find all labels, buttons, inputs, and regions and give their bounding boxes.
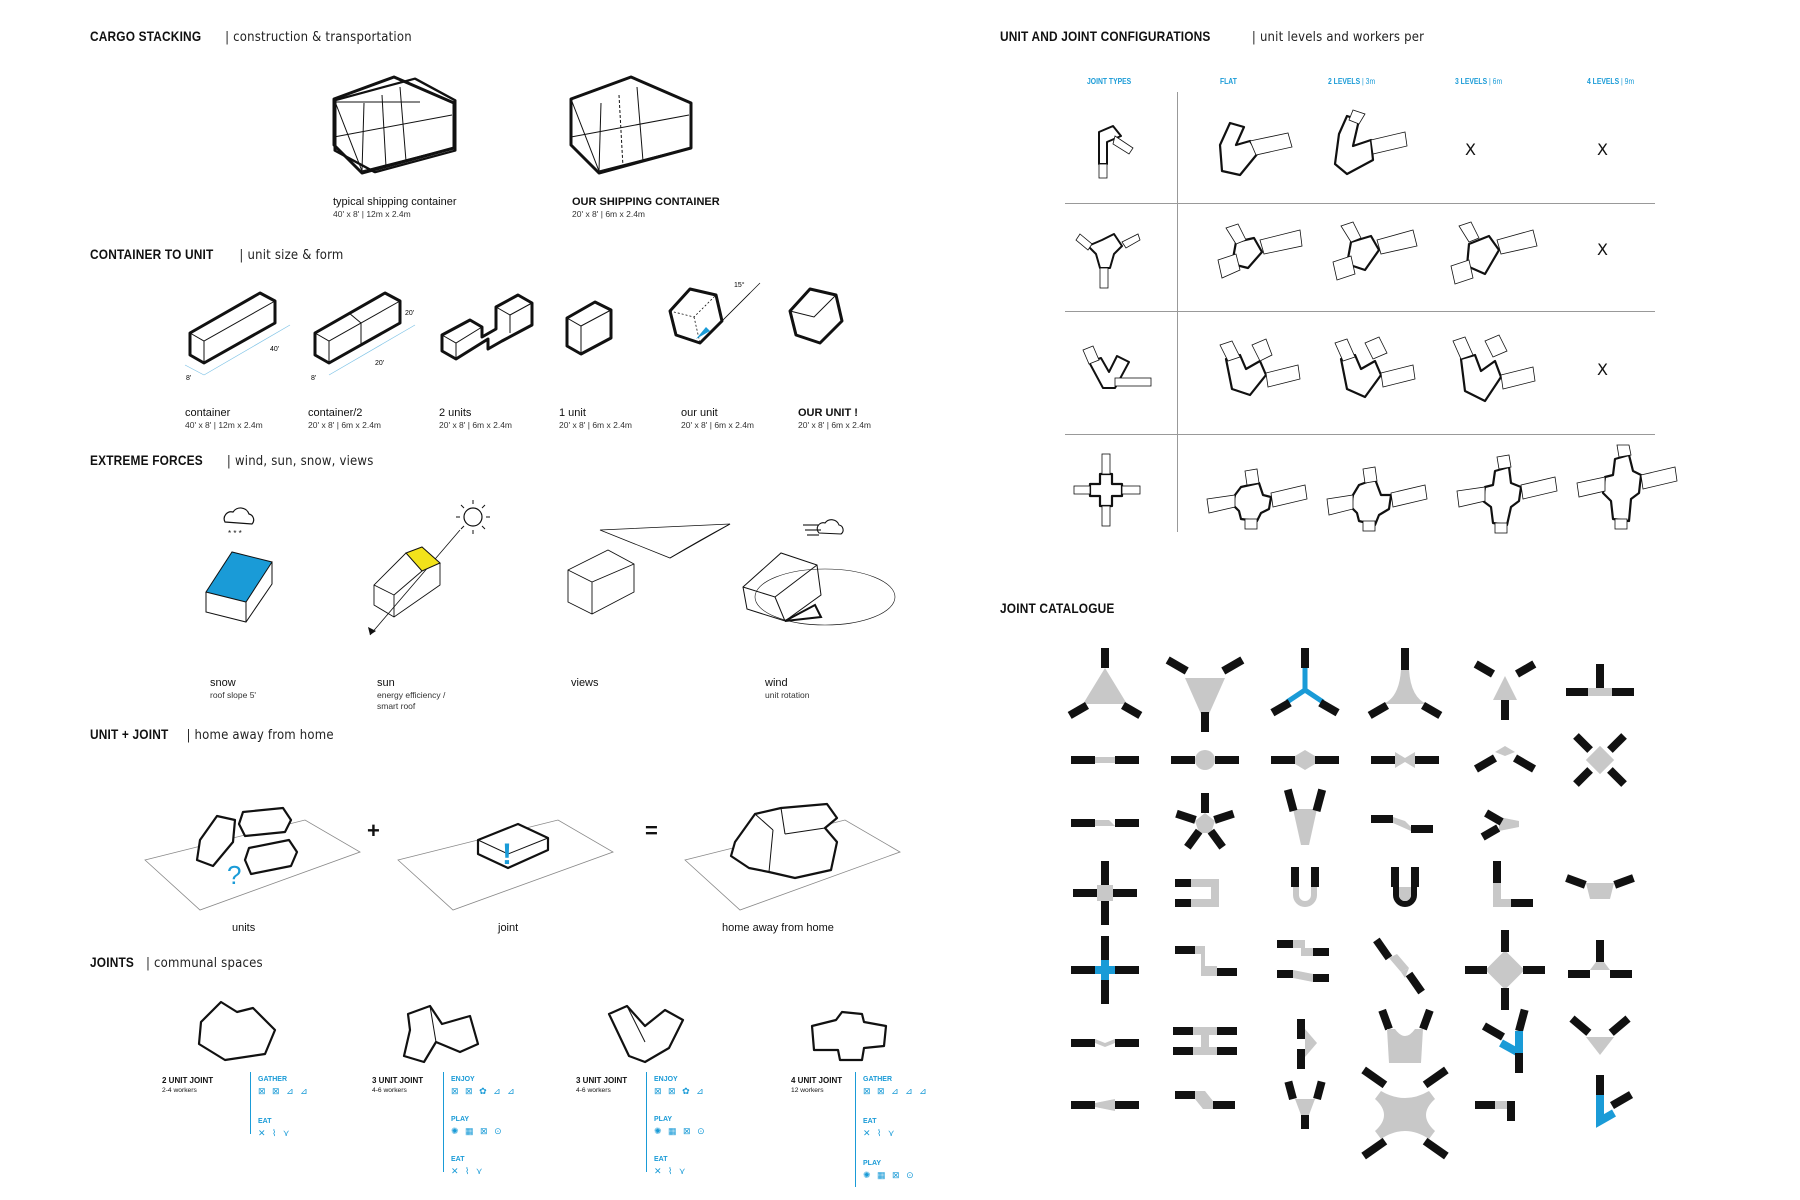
cat-r6c1 [1071,1039,1139,1047]
config-y-2lv [1325,220,1425,300]
unit-joint-title [90,726,334,743]
cat-r1c6 [1566,664,1634,696]
cat-r3c1 [1071,819,1139,827]
cat-r1c2 [1166,657,1245,732]
config-header-2-label: 2 LEVELS [1328,77,1361,86]
config-subtitle: | unit levels and workers per [1251,30,1425,45]
cat-r4c4 [1391,867,1419,907]
config-plus-4lv [1575,445,1685,535]
joint-info-3-act-2: PLAY [863,1160,882,1167]
config-header-0-label: JOINT TYPES [1087,77,1132,86]
config-jt-plus [1070,450,1150,530]
cat-r2c1 [1071,756,1139,764]
question-mark: ? [227,860,242,890]
unit-caption-5 [798,407,871,431]
unit-caption-1-dims: 20' x 8' | 6m x 2.4m [308,420,382,430]
catalogue-title [1000,600,1135,617]
unit-caption-4 [681,407,754,431]
joint-shape-4 [810,1010,900,1070]
joint-info-3-rule [855,1072,856,1187]
config-jt-v [1075,340,1165,410]
cat-r5c2 [1175,946,1237,976]
cat-r3c4 [1371,815,1433,833]
config-header-2-extra: | 3m [1362,77,1376,86]
joint-info-0-name [162,1076,213,1096]
views-drawing [560,510,750,620]
unit-caption-0 [185,407,263,431]
joint-info-1-icons-2: ✕ ⌇ ⋎ [451,1166,485,1176]
joint-info-0-act-0: GATHER [258,1076,288,1083]
joint-shape-2 [195,1000,285,1070]
joint-info-3-icons-2: ✺ ▦ ⊠ ⊙ [863,1170,916,1180]
force-caption-0-note: roof slope 5' [210,690,257,700]
joint-info-1-title: 3 UNIT JOINT [372,1076,424,1085]
cat-r7c4 [1361,1067,1448,1160]
joint-info-2-rule [646,1072,647,1172]
container-unit-subtitle: | unit size & form [239,248,344,263]
cat-r2c6 [1573,733,1627,787]
force-caption-3 [765,677,809,701]
cat-r3c3 [1284,789,1326,845]
config-header-3-label: 3 LEVELS [1455,77,1488,86]
config-header-1-label: FLAT [1220,77,1237,86]
container-unit-title [90,246,344,263]
svg-text:* * *: * * * [228,529,242,538]
cat-r6c6 [1569,1016,1630,1055]
config-header-2 [1328,77,1375,86]
config-header-4-extra: | 9m [1621,77,1635,86]
wind-cloud-icon [803,520,843,535]
cat-r5c4 [1373,938,1425,995]
uj-caption-2: home away from home [722,922,834,934]
cat-r2c3 [1271,750,1339,770]
unit-caption-3-dims: 20' x 8' | 6m x 2.4m [559,420,633,430]
dim-20-label-a: 20' [405,310,415,317]
force-caption-3-note: unit rotation [765,690,810,700]
unit-caption-4-label: our unit [681,407,718,419]
snow-drawing [200,500,290,630]
joint-info-3-title: 4 UNIT JOINT [791,1076,843,1085]
cat-r6c3 [1297,1019,1317,1069]
joint-plane-drawing [398,780,618,910]
cargo-title [90,28,412,45]
force-caption-0 [210,677,256,701]
force-caption-1 [377,677,445,712]
joint-info-1-act-0: ENJOY [451,1076,475,1083]
joint-shape-3b [605,1002,695,1072]
exclaim-mark: ! [502,838,512,871]
config-y-3lv [1445,220,1545,300]
cat-r7c3 [1284,1081,1325,1129]
config-v-2lv [1325,335,1425,415]
unit-joint-subtitle: | home away from home [186,728,334,743]
joint-info-1-icons-0: ⊠ ⊠ ✿ ⊿ ⊿ [451,1086,517,1096]
unit-caption-1 [308,407,381,431]
joint-info-3-act-0: GATHER [863,1076,893,1083]
joint-info-0-icons-1: ✕ ⌇ ⋎ [258,1128,292,1138]
config-x-1-4: X [1597,140,1608,159]
uj-caption-1: joint [498,922,519,934]
config-jt-l [1085,120,1155,190]
unit-caption-4-dims: 20' x 8' | 6m x 2.4m [681,420,755,430]
dim-15-label: 15° [734,282,745,289]
joint-info-1-act-2: EAT [451,1156,465,1163]
config-y-flat [1210,220,1310,300]
sun-drawing [360,495,510,645]
force-caption-0-label: snow [210,677,236,689]
unit-caption-3-label: 1 unit [559,407,586,419]
joint-info-0-act-1: EAT [258,1118,272,1125]
snow-cloud-icon [224,508,253,538]
force-caption-2 [571,677,599,690]
cat-r2c4 [1371,752,1439,768]
dim-8-label-b: 8' [311,375,317,382]
joint-info-1-name [372,1076,423,1096]
config-v-3lv [1445,335,1545,415]
joint-info-1-rule [443,1072,444,1172]
config-plus-2lv [1325,465,1435,535]
cargo-title-text: CARGO STACKING [90,28,202,44]
unit-caption-1-label: container/2 [308,407,363,419]
home-plane-drawing [685,770,905,910]
dim-8-label-a: 8' [186,375,192,382]
config-l-2lv [1325,110,1415,180]
joints-title-text: JOINTS [90,954,135,970]
config-x-3-4: X [1597,360,1608,379]
cat-r6c4 [1378,1009,1433,1063]
force-caption-1-note: energy efficiency / [377,690,446,700]
config-title-text: UNIT AND JOINT CONFIGURATIONS [1000,28,1211,44]
dim-40-label: 40' [270,346,280,353]
joint-info-2-act-1: PLAY [654,1116,673,1123]
joint-info-2-name [576,1076,627,1096]
joint-info-0-icons-0: ⊠ ⊠ ⊿ ⊿ [258,1086,310,1096]
joint-info-2-act-0: ENJOY [654,1076,678,1083]
cat-r1c3 [1270,648,1339,716]
cat-r6c5 [1482,1009,1529,1073]
cat-r7c2 [1175,1091,1235,1109]
joint-shape-3a [400,1002,490,1072]
config-header-0 [1087,77,1131,86]
cat-r4c3 [1291,867,1319,907]
cat-r4c1 [1073,861,1137,925]
joint-info-3-icons-1: ✕ ⌇ ⋎ [863,1128,897,1138]
joint-info-2-act-2: EAT [654,1156,668,1163]
uj-caption-0: units [232,922,256,934]
our-container-dims: 20' x 8' | 6m x 2.4m [572,209,646,219]
cat-r3c2 [1175,793,1235,850]
joint-info-3-workers: 12 workers [791,1087,824,1094]
joint-info-0-rule [250,1072,251,1134]
config-vertical-rule [1177,92,1178,532]
unit-caption-3 [559,407,632,431]
cat-r5c6 [1568,940,1632,978]
config-row-rule-1 [1065,203,1655,204]
forces-subtitle: | wind, sun, snow, views [226,454,374,469]
container-unit-title-text: CONTAINER TO UNIT [90,246,214,262]
catalogue-title-text: JOINT CATALOGUE [1000,600,1115,616]
joints-subtitle: | communal spaces [145,956,263,971]
config-plus-flat [1205,465,1315,535]
forces-title [90,452,374,469]
config-plus-3lv [1455,455,1565,535]
typical-container-dims: 40' x 8' | 12m x 2.4m [333,209,411,219]
unit-caption-2-dims: 20' x 8' | 6m x 2.4m [439,420,513,430]
config-row-rule-2 [1065,311,1655,312]
joint-info-1-icons-1: ✺ ▦ ⊠ ⊙ [451,1126,504,1136]
unit-caption-0-label: container [185,407,231,419]
config-row-rule-3 [1065,434,1655,435]
joint-info-3-name [791,1076,842,1096]
typical-container-caption [333,196,457,220]
cat-r5c3 [1277,940,1329,982]
force-caption-1-note2: smart roof [377,701,416,711]
config-x-1-3: X [1465,140,1476,159]
joint-info-2-icons-1: ✺ ▦ ⊠ ⊙ [654,1126,707,1136]
force-caption-2-label: views [571,677,599,689]
unit-caption-5-label: OUR UNIT ! [798,407,858,419]
unit-caption-2-label: 2 units [439,407,472,419]
joint-catalogue-grid [1060,645,1660,1200]
config-title [1000,28,1424,45]
cat-r1c1 [1068,648,1143,719]
joint-info-3-icons-0: ⊠ ⊠ ⊿ ⊿ ⊿ [863,1086,929,1096]
our-container-label: OUR SHIPPING CONTAINER [572,196,720,208]
cat-r5c1 [1071,936,1139,1004]
cat-r5c5 [1465,930,1545,1010]
unit-joint-title-text: UNIT + JOINT [90,726,169,742]
cat-r7c5 [1475,1101,1515,1121]
unit-form-drawings [180,282,880,385]
sun-icon [456,500,490,534]
cat-r4c5 [1493,861,1533,907]
cat-r2c2 [1171,750,1239,770]
cat-r1c5 [1474,661,1537,720]
joint-info-1-act-1: PLAY [451,1116,470,1123]
joints-title [90,954,263,971]
config-jt-y [1070,220,1150,300]
typical-container-drawing [330,75,460,175]
joint-info-1-workers: 4-6 workers [372,1087,407,1094]
cat-r2c5 [1474,746,1536,772]
cargo-subtitle: | construction & transportation [225,30,412,45]
joint-info-3-act-1: EAT [863,1118,877,1125]
force-caption-3-label: wind [765,677,788,689]
unit-caption-0-dims: 40' x 8' | 12m x 2.4m [185,420,263,430]
config-header-3 [1455,77,1502,86]
joint-info-2-workers: 4-6 workers [576,1087,611,1094]
cat-r3c5 [1481,810,1519,841]
our-container-caption [572,196,720,220]
cat-r4c2 [1175,879,1219,907]
units-plane-drawing [145,780,365,910]
equals-sign: = [645,818,658,843]
joint-info-2-title: 3 UNIT JOINT [576,1076,628,1085]
cat-r7c6 [1596,1075,1633,1121]
config-header-1 [1220,77,1237,86]
plus-sign: + [367,818,380,843]
cat-r6c2 [1173,1027,1237,1055]
joint-info-0-title: 2 UNIT JOINT [162,1076,214,1085]
typical-container-label: typical shipping container [333,196,457,208]
config-header-4-label: 4 LEVELS [1587,77,1620,86]
cat-r4c6 [1565,874,1635,899]
forces-title-text: EXTREME FORCES [90,452,203,468]
joint-info-0-workers: 2-4 workers [162,1087,197,1094]
cat-r7c1 [1071,1099,1139,1111]
unit-caption-2 [439,407,512,431]
config-l-flat [1210,115,1300,185]
cat-r1c4 [1368,648,1443,719]
our-container-drawing [567,75,697,175]
config-x-2-4: X [1597,240,1608,259]
force-caption-1-label: sun [377,677,395,689]
dim-20-label-b: 20' [375,360,385,367]
joint-info-2-icons-0: ⊠ ⊠ ✿ ⊿ [654,1086,706,1096]
config-v-flat [1210,335,1310,415]
config-header-4 [1587,77,1634,86]
joint-info-2-icons-2: ✕ ⌇ ⋎ [654,1166,688,1176]
unit-caption-5-dims: 20' x 8' | 6m x 2.4m [798,420,872,430]
wind-drawing [735,505,905,635]
config-header-3-extra: | 6m [1489,77,1503,86]
